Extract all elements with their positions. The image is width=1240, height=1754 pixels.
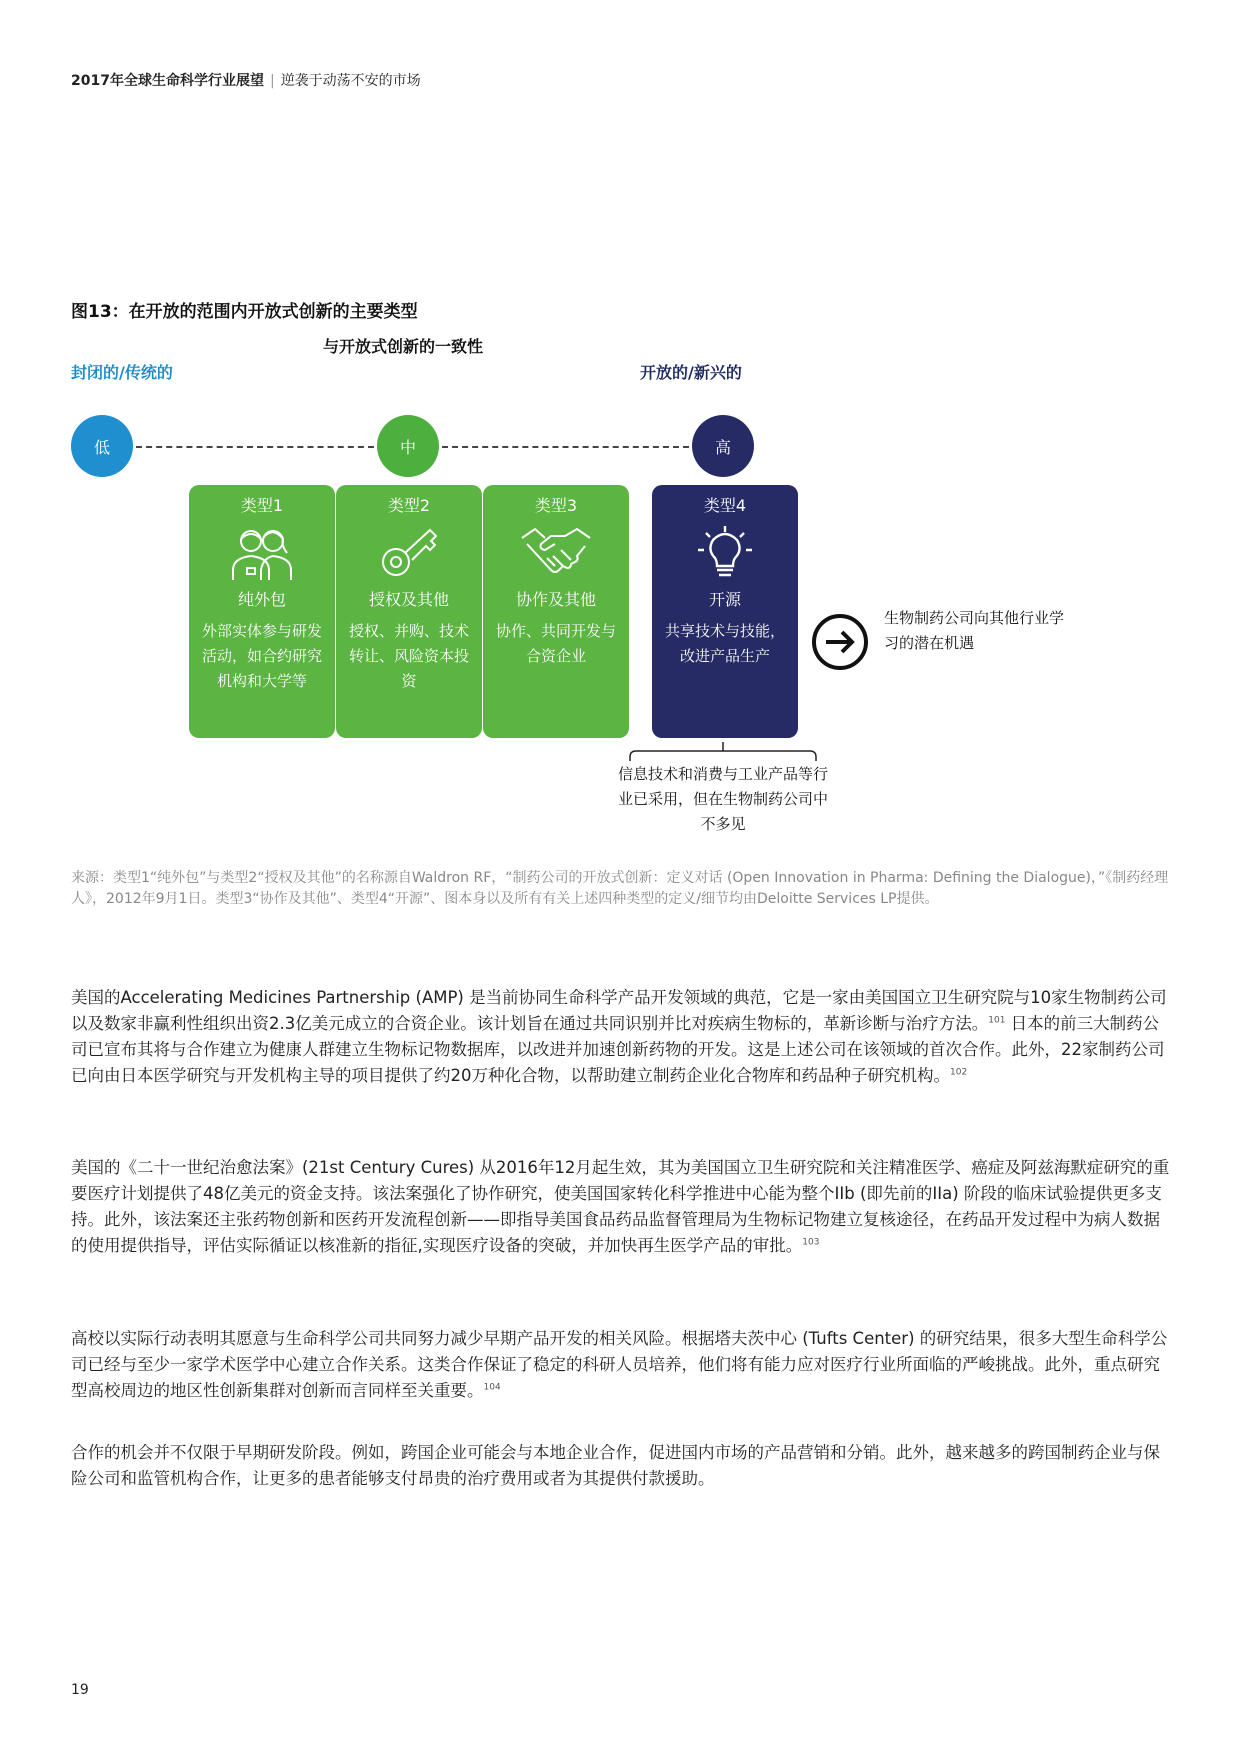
lightbulb-icon	[652, 523, 798, 583]
card-description: 协作、共同开发与合资企业	[495, 622, 616, 665]
open-label: 开放的/新兴的	[640, 363, 742, 382]
card-title: 类型2	[387, 496, 431, 515]
card-name: 纯外包	[237, 590, 286, 609]
body-paragraph	[71, 1155, 1171, 1259]
report-title: 2017年全球生命科学行业展望	[71, 73, 264, 89]
card-name: 授权及其他	[368, 590, 449, 609]
card-description: 外部实体参与研发活动，如合约研究机构和大学等	[201, 622, 322, 690]
paragraph-text: 美国的Accelerating Medicines Partnership (AMP) 是当前协同生命科学产品开发领域的典范，它是一家由美国国立卫生研究院与10家生物制药公司以及数家非赢利性组织出资2.3亿美元成立的合资企业。该计划旨在通过共同识别并比对疾病生物标的，革新诊断与治疗方法。	[71, 988, 1167, 1033]
card-description: 授权、并购、技术转让、风险资本投资	[348, 622, 469, 690]
type2-card	[336, 485, 482, 738]
card-name: 开源	[708, 590, 741, 609]
paragraph-text: 合作的机会并不仅限于早期研发阶段。例如，跨国企业可能会与本地企业合作，促进国内市场的产品营销和分销。此外，越来越多的跨国制药企业与保险公司和监管机构合作，让更多的患者能够支付昂贵的治疗费用或者为其提供付款援助。	[71, 1443, 1160, 1488]
footnote-ref: 102	[950, 1067, 968, 1078]
card-title: 类型4	[703, 496, 747, 515]
closed-label: 封闭的/传统的	[71, 363, 173, 382]
footnote-ref: 103	[802, 1237, 820, 1248]
level-low-circle: 低	[71, 415, 133, 477]
body-paragraph	[71, 1440, 1171, 1492]
card-description: 共享技术与技能，改进产品生产	[664, 622, 785, 665]
header-separator: |	[269, 73, 275, 89]
card-name: 协作及其他	[515, 590, 596, 609]
source-note: 来源：类型1“纯外包”与类型2“授权及其他”的名称源自Waldron RF，“制药公司的开放式创新：定义对话 (Open Innovation in Pharma: Defining the Dialogue)，”《制药经理人》，2012年9月1日。类型3“协作及其他”、类型4“开源”、图本身以及所有有关上述四种类型的定义/细节均由Deloitte Services LP提供。	[71, 870, 1169, 907]
paragraph-text: 日本的前三大制药公司已宣布其将与合作建立为健康人群建立生物标记物数据库，以改进并加速创新药物的开发。这是上述公司在该领域的首次合作。此外，22家制药公司已向由日本医学研究与开发机构主导的项目提供了约20万种化合物，以帮助建立制药企业化合物库和药品种子研究机构。	[71, 1014, 1165, 1085]
dashed-connector	[136, 446, 374, 448]
paragraph-text: 高校以实际行动表明其愿意与生命科学公司共同努力减少早期产品开发的相关风险。根据塔夫茨中心 (Tufts Center) 的研究结果，很多大型生命科学公司已经与至少一家学术医学中心建立合作关系。这类合作保证了稳定的科研人员培养，他们将有能力应对医疗行业所面临的严峻挑战。此外，重点研究型高校周边的地区性创新集群对创新而言同样至关重要。	[71, 1329, 1168, 1400]
paragraph-text: 美国的《二十一世纪治愈法案》(21st Century Cures) 从2016年12月起生效，其为美国国立卫生研究院和关注精准医学、癌症及阿兹海默症研究的重要医疗计划提供了48亿美元的资金支持。该法案强化了协作研究，使美国国家转化科学推进中心能为整个IIb (即先前的IIa) 阶段的临床试验提供更多支持。此外，该法案还主张药物创新和医药开发流程创新——即指导美国食品药品监督管理局为生物标记物建立复核途径，在药品开发过程中为病人数据的使用提供指导，评估实际循证以核准新的指征,实现医疗设备的突破，并加快再生医学产品的审批。	[71, 1158, 1170, 1255]
level-mid-circle: 中	[377, 415, 439, 477]
type1-card	[189, 485, 335, 738]
arrow-right-icon	[810, 612, 870, 676]
footnote-ref: 101	[988, 1015, 1006, 1026]
body-paragraph	[71, 1326, 1171, 1404]
adoption-note: 信息技术和消费与工业产品等行业已采用，但在生物制药公司中不多见	[617, 765, 828, 833]
type4-card	[652, 485, 798, 738]
people-icon	[189, 523, 335, 583]
axis-label: 与开放式创新的一致性	[323, 337, 484, 356]
handshake-icon	[483, 523, 629, 583]
card-title: 类型3	[534, 496, 578, 515]
body-paragraph	[71, 985, 1171, 1089]
level-high-circle: 高	[692, 415, 754, 477]
opportunity-text: 生物制药公司向其他行业学习的潜在机遇	[884, 609, 1065, 652]
card-title: 类型1	[240, 496, 284, 515]
report-subtitle: 逆袭于动荡不安的市场	[280, 73, 421, 89]
key-icon	[336, 523, 482, 583]
page-header	[71, 70, 421, 90]
footnote-ref: 104	[483, 1382, 501, 1393]
page-number: 19	[71, 1682, 89, 1698]
type3-card	[483, 485, 629, 738]
figure-title: 图13：在开放的范围内开放式创新的主要类型	[71, 302, 418, 322]
dashed-connector	[442, 446, 689, 448]
